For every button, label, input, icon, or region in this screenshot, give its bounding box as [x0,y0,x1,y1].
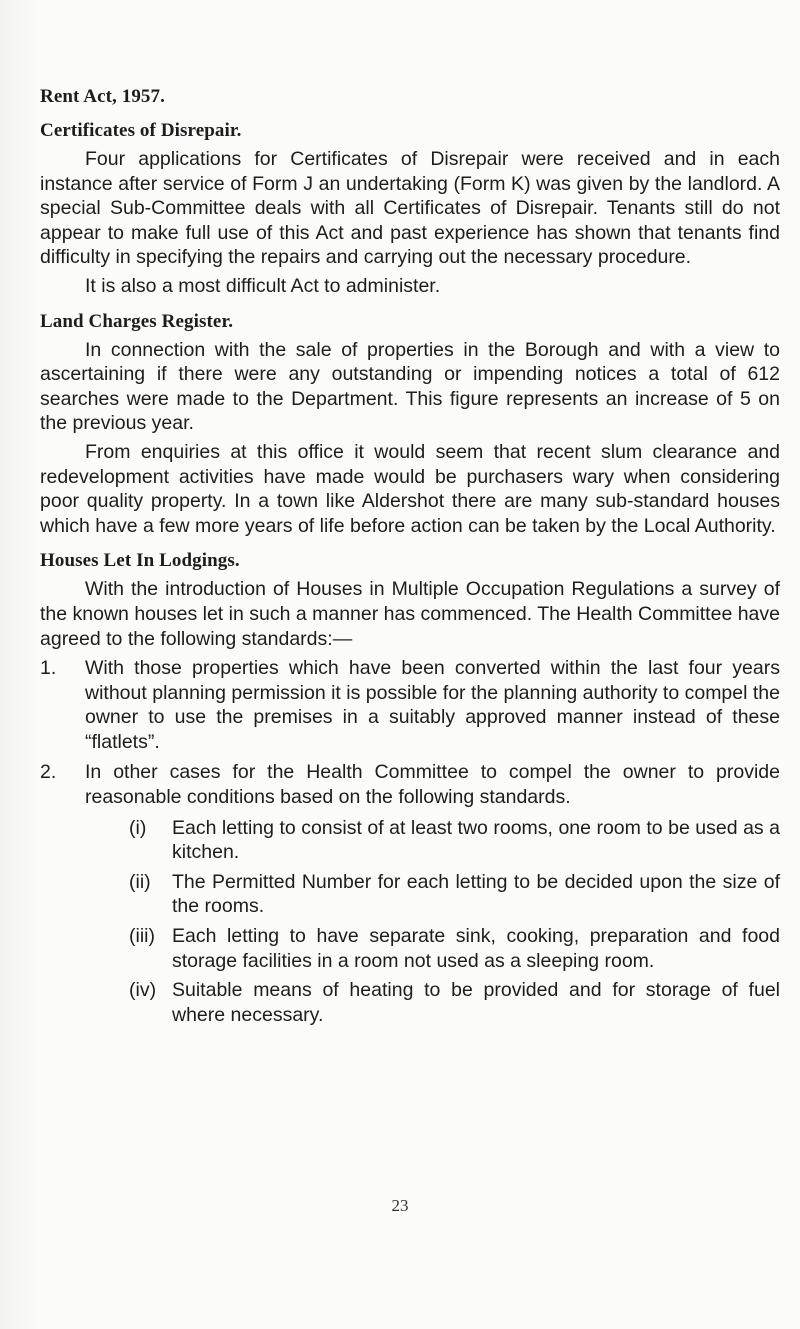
list-marker: (i) [129,816,147,839]
standard-item [85,870,780,919]
standard-item [85,816,780,865]
standard-item [85,978,780,1027]
numbered-list [40,656,780,1027]
paragraph: From enquiries at this office it would seem that recent slum clearance and redevelopment activities have made would be purchasers wary when considering poor quality property. In a town like Aldershot there are many sub-standard houses which have a few more years of life before action can be taken by the Local Authority. [40,440,780,537]
standard-text: Each letting to have separate sink, cooking, preparation and food storage facilities in a room not used as a sleeping room. [172,925,780,972]
standard-text: The Permitted Number for each letting to be decided upon the size of the rooms. [172,870,780,918]
list-item [40,656,780,754]
standards-list [85,816,780,1028]
section-houses-let-in-lodgings [40,550,780,1027]
section-heading: Houses Let In Lodgings. [40,550,240,572]
paragraph: With the introduction of Houses in Multiple Occupation Regulations a survey of the known houses let in such a manner has commenced. The Health Committee have agreed to the following standards:— [40,578,780,650]
list-marker: (iv) [129,979,157,1002]
standard-text: Suitable means of heating to be provided and for storage of fuel where necessary. [172,979,780,1026]
list-item [40,760,780,1027]
list-marker: 2. [40,761,57,784]
section-certificates-of-disrepair [40,120,780,299]
document-body [40,86,780,1033]
list-item-text: In other cases for the Health Committee to compel the owner to provide reasonable conditions based on the following standards. [85,761,780,809]
page-number: 23 [391,1196,409,1215]
section-land-charges-register [40,311,780,539]
section-heading: Certificates of Disrepair. [40,120,242,141]
list-marker: (ii) [129,870,151,893]
act-title: Rent Act, 1957. [40,86,165,107]
section-heading: Land Charges Register. [40,310,234,332]
standard-item [85,924,780,973]
list-marker: (iii) [129,925,155,948]
list-marker: 1. [40,657,57,680]
paragraph: Four applications for Certificates of Disrepair were received and in each instance after service of Form J an undertaking (Form K) was given by the landlord. A special Sub-Committee deals with all Certificates of Disrepair. Tenants still do not appear to make full use of this Act and past experience has shown that tenants find difficulty in specifying the repairs and carrying out the necessary procedure. [40,148,780,269]
paragraph: It is also a most difficult Act to administer. [85,274,441,297]
list-item-text: With those properties which have been converted within the last four years without planning permission it is possible for the planning authority to compel the owner to use the premises in a suitably approved manner instead of these “flatlets”. [85,657,780,753]
standard-text: Each letting to consist of at least two rooms, one room to be used as a kitchen. [172,816,780,864]
paragraph: In connection with the sale of properties in the Borough and with a view to ascertaining if there were any outstanding or impending notices a total of 612 searches were made to the Department. This figure represents an increase of 5 on the previous year. [40,338,780,435]
